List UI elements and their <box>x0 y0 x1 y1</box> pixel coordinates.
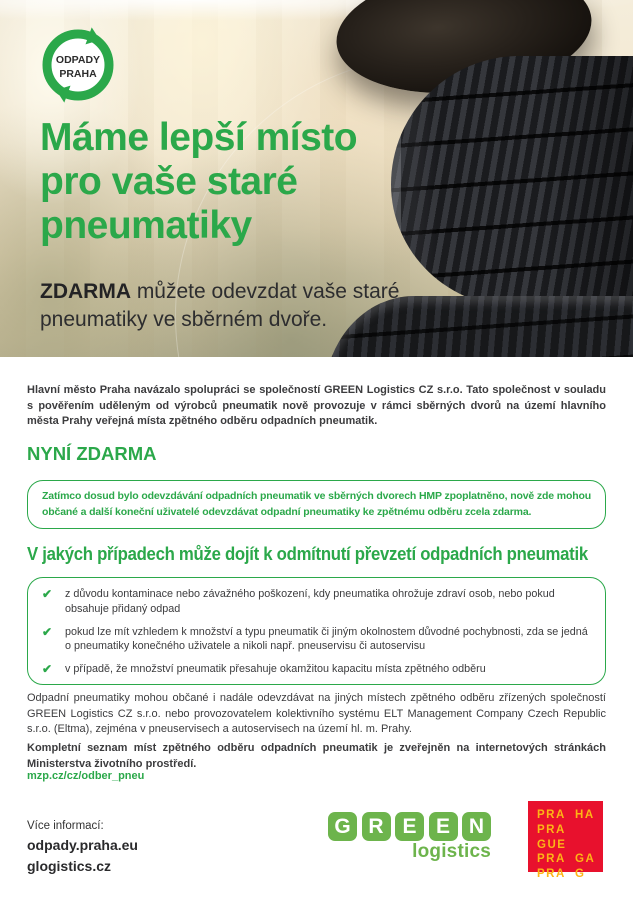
odpady-praha-logo <box>36 18 120 115</box>
refusal-reasons-box <box>27 577 606 685</box>
section-heading-refusal: V jakých případech může dojít k odmítnutí převzetí odpadních pneumatik <box>27 544 588 564</box>
green-logo-letter: E <box>429 812 458 841</box>
hero-title <box>40 116 357 248</box>
recycle-arrows-icon <box>36 18 120 110</box>
green-logo-letter: R <box>362 812 391 841</box>
green-logo-letter: E <box>395 812 424 841</box>
tire-photo-middle <box>391 56 633 308</box>
green-logistics-logo <box>328 812 491 862</box>
praha-logo-line: PRA GUE <box>537 823 567 851</box>
green-logo-subtext: logistics <box>412 841 491 862</box>
footer-contact-block <box>27 818 138 877</box>
praha-city-logo <box>528 801 603 881</box>
more-info-label: Více informací: <box>27 820 104 832</box>
refusal-reason-item <box>42 625 591 655</box>
ministry-note: Kompletní seznam míst zpětného odběru odpadních pneumatik je zveřejněn na internetových stránkách Ministerstva životního prostředí. <box>27 742 606 770</box>
intro-paragraph: Hlavní město Praha navázalo spolupráci se společností GREEN Logistics CZ s.r.o. Tato společnost v souladu s pověřením uděleným od výrobců pneumatik nově provozuje v rámci sběrných dvorů na území hlavního města Prahy veřejná místa zpětného odběru odpadních pneumatik. <box>27 384 606 428</box>
green-logo-letter: N <box>462 812 491 841</box>
hero-title-line2: pro vaše staré <box>40 160 298 203</box>
hero-subtitle <box>40 278 432 334</box>
checkmark-icon: ✔ <box>42 662 53 677</box>
green-logo-letter-squares <box>328 812 491 841</box>
hero-subtitle-rest: můžete odevzdat vaše staré pneumatiky ve sběrném dvoře. <box>40 280 400 331</box>
hero-photo <box>0 0 633 357</box>
praha-logo-line: PRA GA <box>537 853 596 866</box>
hero-title-line1: Máme lepší místo <box>40 116 358 159</box>
logo-text-line2: PRAHA <box>59 68 97 80</box>
free-info-box: Zatímco dosud bylo odevzdávání odpadních pneumatik ve sběrných dvorech HMP zpoplatněno, nově zde mohou občané a další koneční uživatelé odevzdávat odpadní pneumatiky ke zpětnému odběru zcela zdarma. <box>27 480 606 529</box>
link-glogistics[interactable]: glogistics.cz <box>27 858 112 874</box>
refusal-reason-text: pokud lze mít vzhledem k množství a typu pneumatik či jiným okolnostem důvodné pochybnosti, zda se jedná o pneumatiky konečného uživatele a nikoli např. pneuservisu či autoservisu <box>65 625 588 653</box>
checkmark-icon: ✔ <box>42 624 53 639</box>
link-odpady-praha[interactable]: odpady.praha.eu <box>27 837 138 853</box>
ministry-link[interactable]: mzp.cz/cz/odber_pneu <box>27 770 145 782</box>
hero-title-line3: pneumatiky <box>40 204 252 247</box>
refusal-reason-item <box>42 587 591 617</box>
praha-logo-line: PRA G <box>537 868 586 881</box>
refusal-reason-text: v případě, že množství pneumatik přesahuje okamžitou kapacitu místa zpětného odběru <box>65 663 486 676</box>
checkmark-icon: ✔ <box>42 587 53 601</box>
outro-paragraph: Odpadní pneumatiky mohou občané i nadále odevzdávat na jiných místech zpětného odběru zřízených společností GREEN Logistics CZ s.r.o. nebo provozovatelem kolektivního systému ELT Management Company Czech Republic s.r.o. (Eltma), zejména v pneuservisech a autoservisech na území hl. m. Prahy. <box>27 692 606 736</box>
praha-logo-line: PRA HA <box>537 809 595 821</box>
green-logo-letter: G <box>328 812 357 841</box>
section-heading-free: NYNÍ ZDARMA <box>27 443 157 464</box>
refusal-reason-text: z důvodu kontaminace nebo závažného poškození, kdy pneumatika ohrožuje zdraví osob, nebo pokud obsahuje přidaný odpad <box>65 588 555 615</box>
refusal-reason-item <box>42 662 591 677</box>
hero-subtitle-zdarma: ZDARMA <box>40 280 131 303</box>
logo-text-line1: ODPADY <box>55 54 101 66</box>
